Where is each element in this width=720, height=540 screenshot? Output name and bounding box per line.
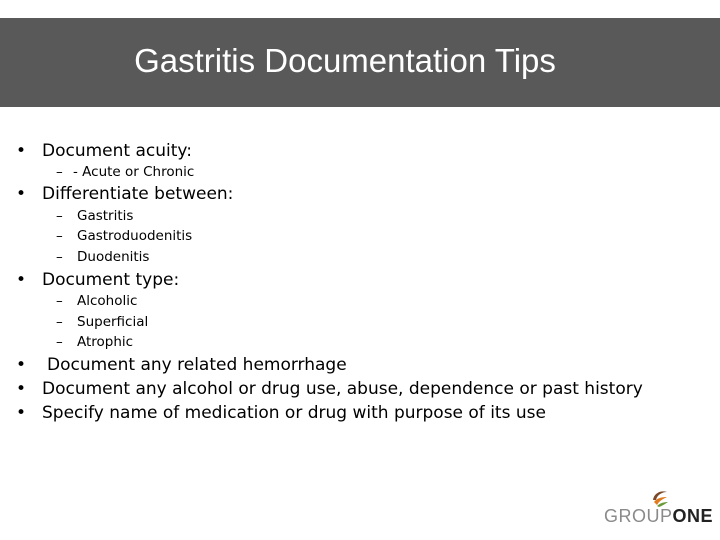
dash-icon: –	[56, 293, 63, 309]
dash-icon: –	[56, 249, 63, 265]
bullet-icon: •	[16, 270, 27, 290]
groupone-logo	[604, 488, 716, 536]
bullet-icon: •	[16, 379, 27, 399]
logo-swirl-icon	[650, 488, 670, 508]
bullet-icon: •	[16, 355, 27, 375]
bullet-icon: •	[16, 403, 27, 423]
dash-icon: –	[56, 164, 63, 180]
bullet-icon: •	[16, 184, 27, 204]
bullet-list: • Document acuity: – - Acute or Chronic • Differentiate between: – Gastritis – Gastroduodenitis – Duodenitis • Document type: – Alcoholic – Superficial – Atrophic • Document any related hemorrhage • Document any alcohol or drug use, abuse, dependence or past history • Specify name of medication or drug with purpose of its use	[16, 141, 643, 423]
page-title: Gastritis Documentation Tips	[134, 42, 556, 79]
bullet-icon: •	[16, 141, 27, 161]
dash-icon: –	[56, 334, 63, 350]
dash-icon: –	[56, 208, 63, 224]
dash-icon: –	[56, 228, 63, 244]
dash-icon: –	[56, 314, 63, 330]
logo-wordmark: GROUPONE	[604, 506, 714, 526]
